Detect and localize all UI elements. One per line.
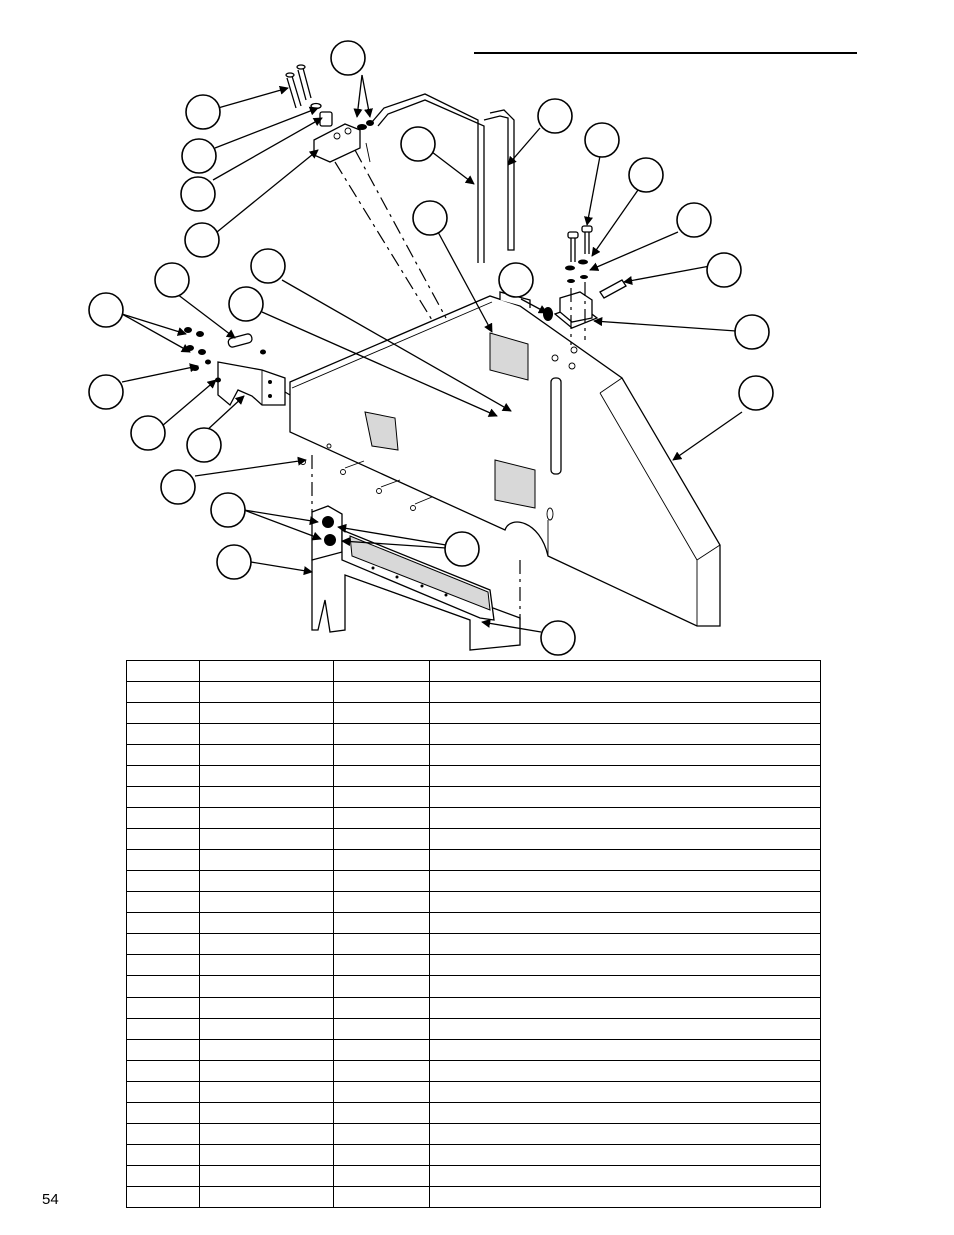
parts-table-cell xyxy=(430,1102,821,1123)
parts-table-cell xyxy=(200,1018,334,1039)
parts-table-cell xyxy=(127,1018,200,1039)
callout-bubble xyxy=(331,41,365,75)
callout-bubble xyxy=(251,249,285,283)
parts-table-cell xyxy=(430,1144,821,1165)
callout-bubble xyxy=(89,293,123,327)
parts-table-cell xyxy=(430,850,821,871)
parts-table-cell xyxy=(200,892,334,913)
callout-bubble xyxy=(89,375,123,409)
parts-table-row xyxy=(127,1018,821,1039)
parts-table-row xyxy=(127,829,821,850)
parts-table-row xyxy=(127,1186,821,1207)
callout-bubble xyxy=(677,203,711,237)
callout-bubble xyxy=(155,263,189,297)
parts-table-cell xyxy=(127,976,200,997)
parts-table-row xyxy=(127,892,821,913)
callout-bubble xyxy=(499,263,533,297)
callout-bubble xyxy=(739,376,773,410)
parts-table-cell xyxy=(200,1186,334,1207)
parts-table-cell xyxy=(127,1186,200,1207)
callout-bubble xyxy=(629,158,663,192)
callout-bubble xyxy=(131,416,165,450)
parts-table-cell xyxy=(430,682,821,703)
latch-mount xyxy=(543,226,626,345)
page-number: 54 xyxy=(42,1191,59,1208)
parts-table-cell xyxy=(430,997,821,1018)
parts-table-cell xyxy=(334,1102,430,1123)
callout-bubble xyxy=(707,253,741,287)
parts-table-cell xyxy=(430,892,821,913)
parts-table-cell xyxy=(127,1165,200,1186)
parts-table-header-row xyxy=(127,661,821,682)
callout-bubble xyxy=(735,315,769,349)
parts-table-cell xyxy=(200,724,334,745)
parts-list-table xyxy=(126,660,821,1208)
parts-table-cell xyxy=(334,1018,430,1039)
parts-table-cell xyxy=(200,1102,334,1123)
parts-table-cell xyxy=(127,1144,200,1165)
parts-table-cell xyxy=(127,808,200,829)
parts-table-cell xyxy=(334,1186,430,1207)
parts-table-cell xyxy=(430,703,821,724)
parts-table-cell xyxy=(200,703,334,724)
parts-table-cell xyxy=(127,1081,200,1102)
parts-table-row xyxy=(127,1123,821,1144)
parts-table-cell xyxy=(127,913,200,934)
parts-table-cell xyxy=(334,1144,430,1165)
parts-table-cell xyxy=(430,976,821,997)
parts-table-cell xyxy=(334,1165,430,1186)
parts-table-cell xyxy=(334,913,430,934)
parts-table-cell xyxy=(430,1123,821,1144)
parts-table-cell xyxy=(334,682,430,703)
parts-table-cell xyxy=(200,682,334,703)
callout-bubble xyxy=(229,287,263,321)
parts-table-cell xyxy=(127,1039,200,1060)
parts-table-cell xyxy=(127,955,200,976)
side-slot xyxy=(551,378,561,474)
parts-table-row xyxy=(127,1081,821,1102)
parts-table-row xyxy=(127,997,821,1018)
callout-bubble xyxy=(181,177,215,211)
parts-table-cell xyxy=(127,850,200,871)
parts-table-cell xyxy=(430,1060,821,1081)
parts-table-cell xyxy=(200,997,334,1018)
parts-table-cell xyxy=(334,934,430,955)
parts-table-cell xyxy=(334,1039,430,1060)
callout-bubble xyxy=(186,95,220,129)
parts-table-row xyxy=(127,955,821,976)
parts-table-cell xyxy=(200,1123,334,1144)
parts-table-row xyxy=(127,808,821,829)
parts-table-cell xyxy=(127,1060,200,1081)
callout-bubble xyxy=(538,99,572,133)
parts-table-cell xyxy=(334,976,430,997)
parts-table-row xyxy=(127,1102,821,1123)
parts-table-cell xyxy=(430,661,821,682)
parts-table-row xyxy=(127,976,821,997)
parts-table-cell xyxy=(430,724,821,745)
parts-table-cell xyxy=(334,1060,430,1081)
callout-bubble xyxy=(161,470,195,504)
callout-bubble xyxy=(445,532,479,566)
callout-bubble xyxy=(585,123,619,157)
parts-table-cell xyxy=(127,724,200,745)
parts-table-cell xyxy=(430,766,821,787)
parts-table-cell xyxy=(127,1123,200,1144)
parts-table-cell xyxy=(430,745,821,766)
callout-bubble xyxy=(182,139,216,173)
parts-table-row xyxy=(127,871,821,892)
callout-bubble xyxy=(185,223,219,257)
parts-table-cell xyxy=(127,745,200,766)
parts-table-cell xyxy=(200,871,334,892)
parts-table-cell xyxy=(334,892,430,913)
parts-table-cell xyxy=(200,745,334,766)
parts-table-cell xyxy=(127,682,200,703)
parts-table-cell xyxy=(200,1165,334,1186)
parts-table-cell xyxy=(430,787,821,808)
parts-table-cell xyxy=(127,766,200,787)
parts-table-row xyxy=(127,850,821,871)
callout-bubble xyxy=(541,621,575,655)
parts-table-cell xyxy=(334,661,430,682)
callout-bubble xyxy=(413,201,447,235)
parts-table-cell xyxy=(430,871,821,892)
parts-table-cell xyxy=(200,1039,334,1060)
callout-bubble xyxy=(217,545,251,579)
parts-table-cell xyxy=(334,829,430,850)
parts-table-cell xyxy=(430,1081,821,1102)
parts-table-cell xyxy=(200,1144,334,1165)
parts-table-row xyxy=(127,1165,821,1186)
parts-table-row xyxy=(127,682,821,703)
parts-table-cell xyxy=(200,1060,334,1081)
parts-table-cell xyxy=(430,913,821,934)
parts-table-cell xyxy=(200,808,334,829)
parts-table-cell xyxy=(127,829,200,850)
parts-table-cell xyxy=(200,766,334,787)
parts-table-cell xyxy=(200,976,334,997)
parts-table-cell xyxy=(334,1081,430,1102)
parts-table-cell xyxy=(200,787,334,808)
parts-table-cell xyxy=(127,892,200,913)
parts-table-cell xyxy=(200,1081,334,1102)
callout-bubble xyxy=(211,493,245,527)
parts-table-cell xyxy=(430,934,821,955)
parts-table-row xyxy=(127,913,821,934)
parts-table-cell xyxy=(334,787,430,808)
parts-table-row xyxy=(127,766,821,787)
parts-table-row xyxy=(127,1060,821,1081)
parts-table-cell xyxy=(127,934,200,955)
callout-bubble xyxy=(187,428,221,462)
parts-table-cell xyxy=(200,955,334,976)
parts-table-cell xyxy=(200,934,334,955)
parts-table-row xyxy=(127,934,821,955)
parts-table-cell xyxy=(127,703,200,724)
parts-table-row xyxy=(127,1039,821,1060)
pivot-bracket xyxy=(286,65,446,320)
parts-table-cell xyxy=(200,829,334,850)
parts-table-row xyxy=(127,703,821,724)
parts-table-cell xyxy=(334,955,430,976)
parts-table-cell xyxy=(334,808,430,829)
parts-table-cell xyxy=(127,661,200,682)
parts-table-cell xyxy=(127,997,200,1018)
parts-table-cell xyxy=(430,808,821,829)
parts-table-cell xyxy=(334,997,430,1018)
parts-table-cell xyxy=(200,913,334,934)
parts-table-cell xyxy=(430,829,821,850)
parts-table-cell xyxy=(430,955,821,976)
parts-table-cell xyxy=(430,1165,821,1186)
parts-table-row xyxy=(127,787,821,808)
parts-table-cell xyxy=(127,1102,200,1123)
parts-table-cell xyxy=(430,1186,821,1207)
parts-table-cell xyxy=(430,1018,821,1039)
parts-table-cell xyxy=(334,724,430,745)
parts-table-cell xyxy=(334,745,430,766)
callout-bubble xyxy=(401,127,435,161)
parts-table-cell xyxy=(200,850,334,871)
parts-table-cell xyxy=(334,703,430,724)
handle-bar xyxy=(372,94,514,263)
parts-table-cell xyxy=(430,1039,821,1060)
parts-table-cell xyxy=(200,661,334,682)
parts-table-cell xyxy=(334,1123,430,1144)
parts-table-row xyxy=(127,724,821,745)
parts-table-cell xyxy=(127,871,200,892)
parts-table-cell xyxy=(334,871,430,892)
parts-table-row xyxy=(127,745,821,766)
parts-table-cell xyxy=(127,787,200,808)
parts-table-cell xyxy=(334,850,430,871)
parts-table-cell xyxy=(334,766,430,787)
parts-table-row xyxy=(127,1144,821,1165)
